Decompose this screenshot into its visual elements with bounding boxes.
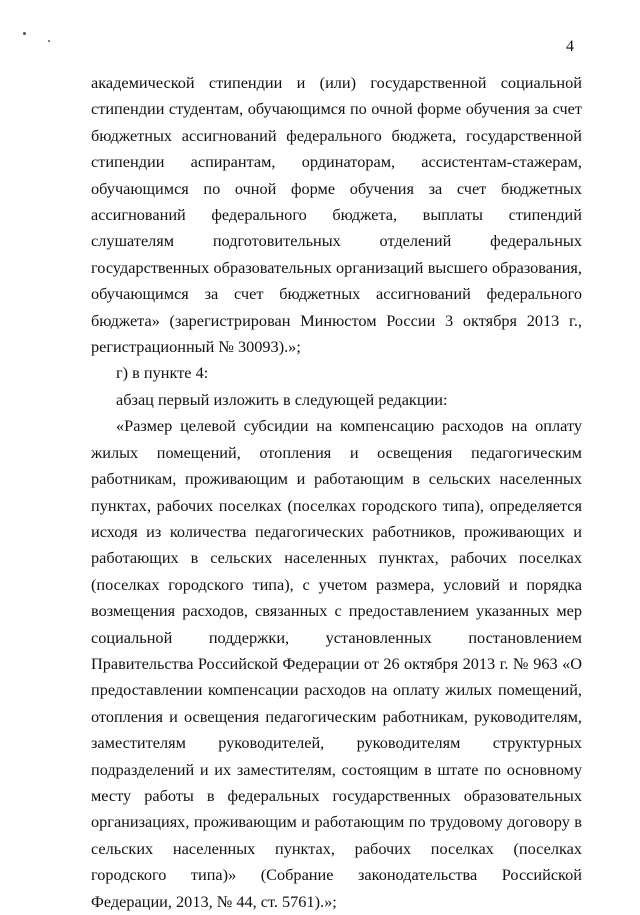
scan-speck xyxy=(23,32,26,35)
paragraph-new-wording: «Размер целевой субсидии на компенсацию расходов на оплату жилых помещений, отопления и освещения педагогическим работникам, проживающим и работающим в сельских населенных пунктах, рабочих поселках (поселках городского типа), определяется исходя из количества педагогических работников, проживающих и работающих в сельских населенных пунктах, рабочих поселках (поселках городского типа), с учетом размера, условий и порядка возмещения расходов, связанных с предоставлением указанных мер социальной поддержки, установленных постановлением Правительства Российской Федерации от 26 октября 2013 г. № 963 «О предоставлении компенсации расходов на оплату жилых помещений, отопления и освещения педагогическим работникам, руководителям, заместителям руководителей, руководителям структурных подразделений и их заместителям, состоящим в штате по основному месту работы в федеральных государственных образовательных организациях, проживающим и работающим по трудовому договору в сельских населенных пунктах, рабочих поселках (поселках городского типа)» (Собрание законодательства Российской Федерации, 2013, № 44, ст. 5761).»; xyxy=(91,416,582,911)
paragraph-item-g: г) в пункте 4: xyxy=(116,363,209,383)
paragraph-instruction: абзац первый изложить в следующей редакции: xyxy=(116,389,448,409)
paragraph-continued-citation: академической стипендии и (или) государственной социальной стипендии студентам, обучающимся по очной форме обучения за счет бюджетных ассигнований федерального бюджета, государственной стипендии аспирантам, ординаторам, ассистентам-стажерам, обучающимся по очной форме обучения за счет бюджетных ассигнований федерального бюджета, выплаты стипендий слушателям подготовительных отделений федеральных государственных образовательных организаций высшего образования, обучающимся за счет бюджетных ассигнований федерального бюджета» (зарегистрирован Минюстом России 3 октября 2013 г., регистрационный № 30093).»; xyxy=(91,73,582,357)
document-body xyxy=(91,70,582,915)
page-number: 4 xyxy=(566,38,574,55)
scan-speck xyxy=(48,40,50,42)
